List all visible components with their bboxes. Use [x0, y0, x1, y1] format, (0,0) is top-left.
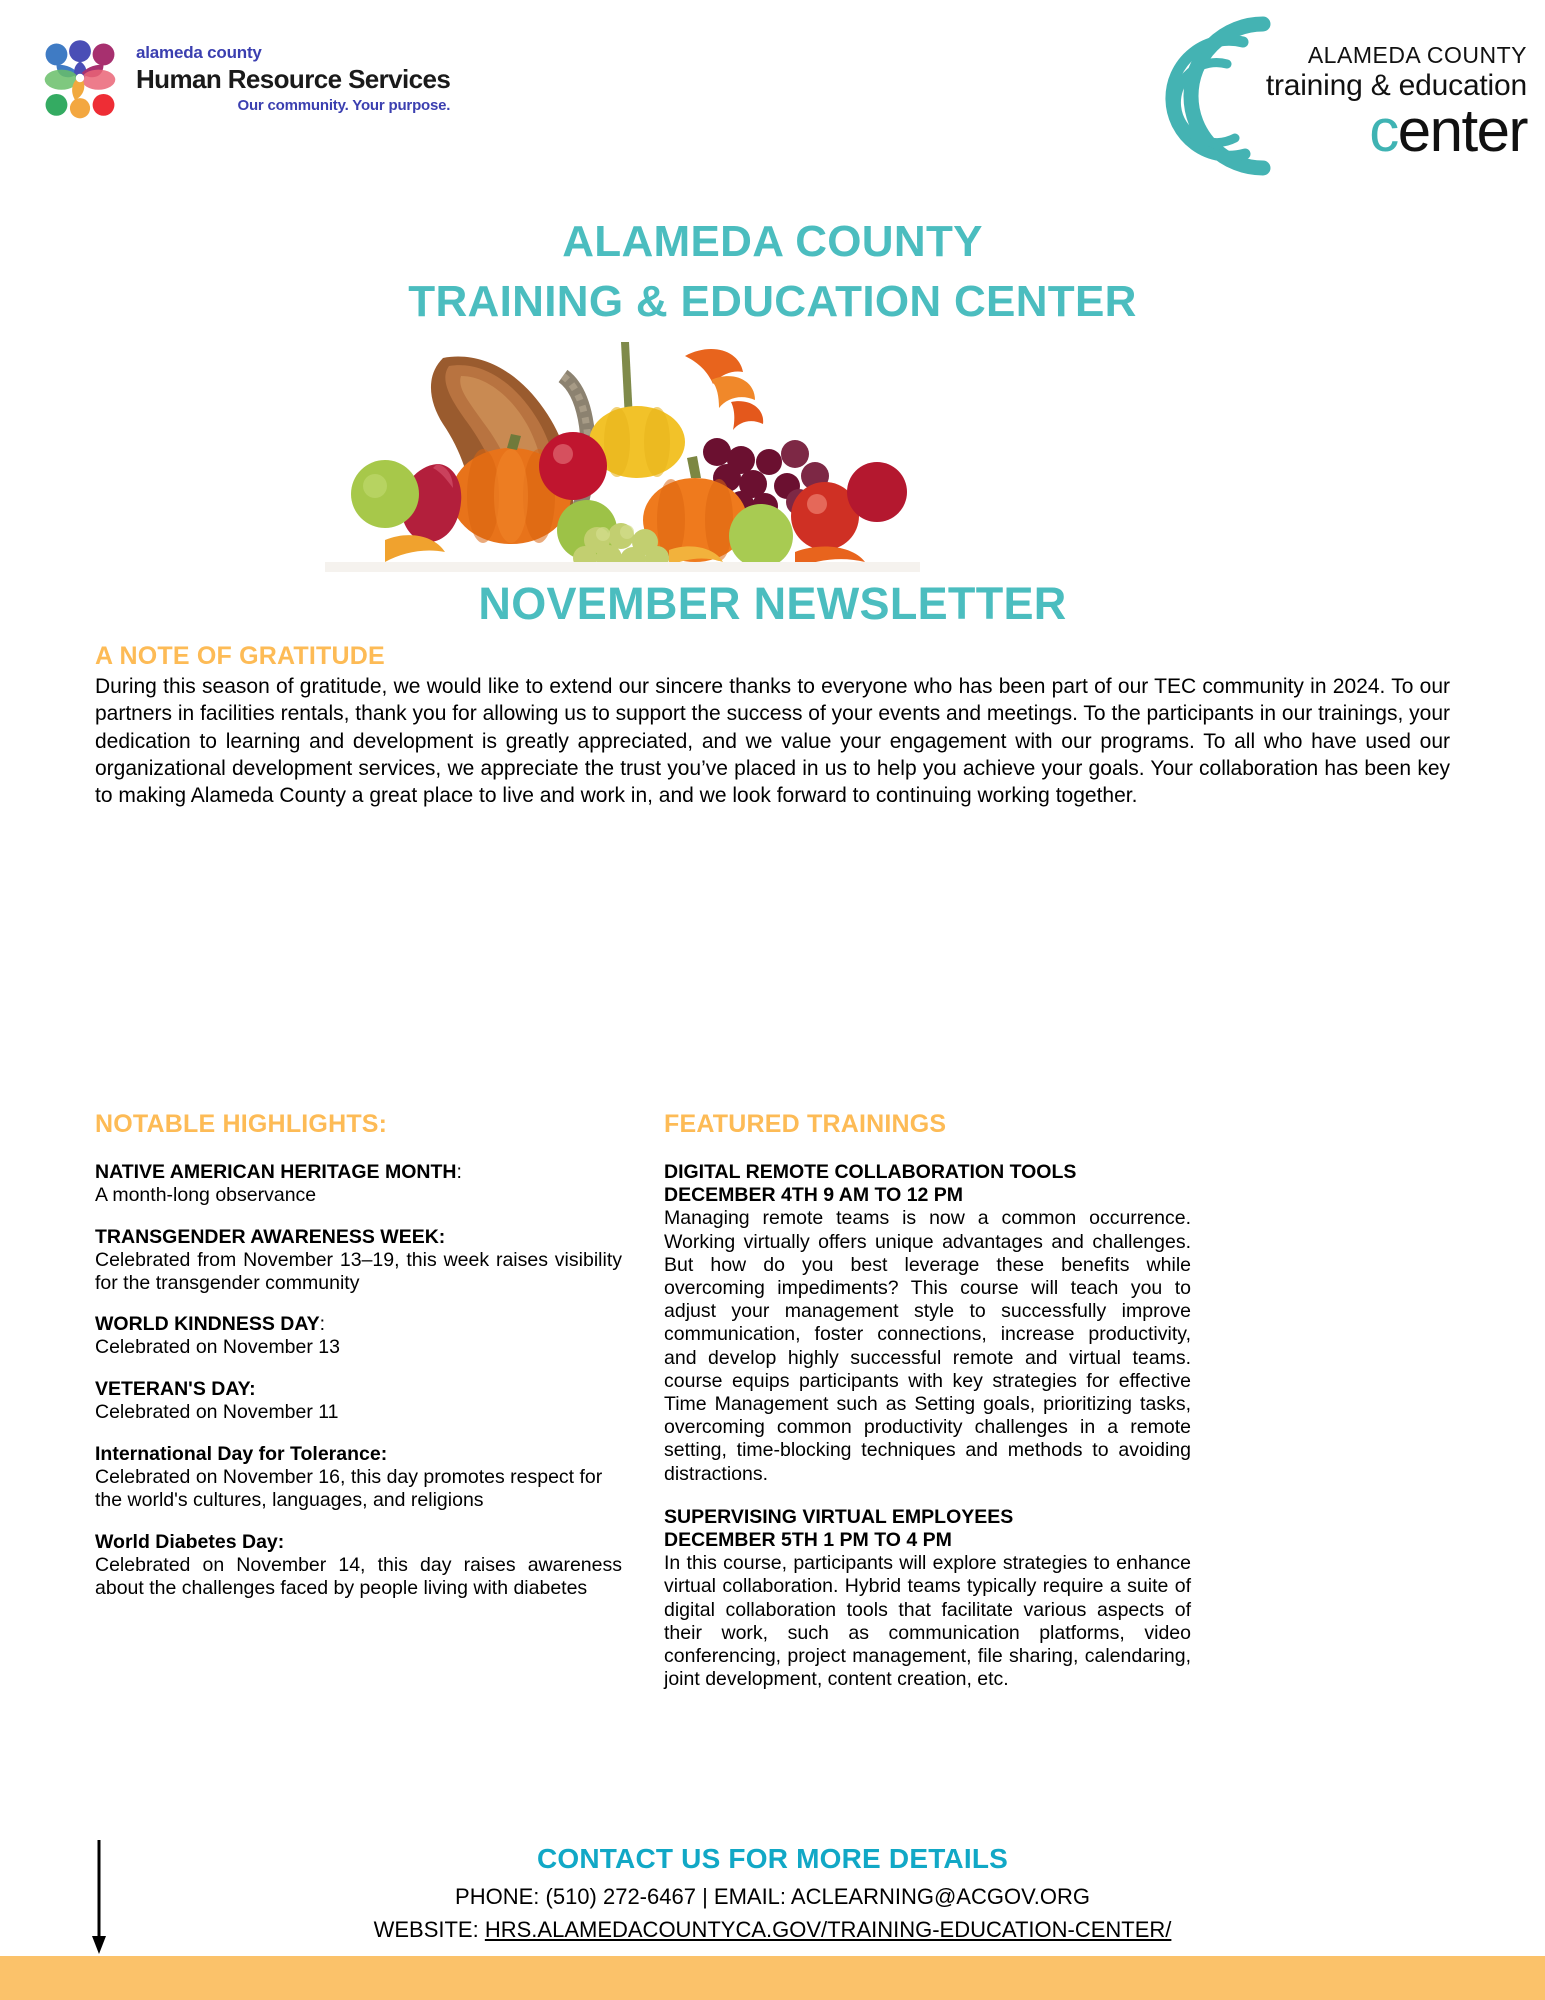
content-columns	[95, 1110, 1455, 1711]
notable-highlights-heading: NOTABLE HIGHLIGHTS:	[95, 1110, 388, 1138]
featured-trainings-heading: FEATURED TRAININGS	[664, 1110, 947, 1138]
tec-logo-enter: enter	[1397, 97, 1527, 164]
highlight-title-text: VETERAN'S DAY:	[95, 1378, 256, 1401]
tec-logo-wordmark	[1265, 42, 1527, 164]
highlight-item-body: Celebrated on November 13	[95, 1336, 340, 1359]
training-name: SUPERVISING VIRTUAL EMPLOYEES	[664, 1505, 1014, 1528]
highlight-item	[95, 1531, 622, 1600]
training-datetime: DECEMBER 4TH 9 AM TO 12 PM	[664, 1184, 964, 1207]
training-description: Managing remote teams is now a common occurrence. Working virtually offers unique advantages and challenges. But how do you best leverage these benefits while overcoming impediments? This course will teach you to adjust your management style to successfully improve communication, foster connections, increase productivity, and develop highly successful remote and virtual teams. course equips participants with key strategies for effective Time Management such as Setting goals, prioritizing tasks, overcoming common productivity challenges in a remote setting, time-blocking techniques and methods to avoiding distractions.	[664, 1207, 1191, 1485]
highlight-title-colon: :	[456, 1161, 462, 1183]
featured-trainings-column	[664, 1110, 1191, 1711]
contact-website	[0, 1917, 1545, 1943]
newsletter-title: NOVEMBER NEWSLETTER	[478, 578, 1067, 629]
tec-logo-c: c	[1369, 97, 1398, 164]
hrs-logo-wordmark	[136, 44, 450, 113]
hrs-people-logo-icon	[38, 36, 122, 120]
highlight-item-title	[95, 1378, 622, 1401]
cornucopia-image	[325, 336, 920, 572]
tec-logo-line1: ALAMEDA COUNTY	[1307, 42, 1527, 68]
tec-logo	[1095, 8, 1535, 180]
highlight-item-title	[95, 1161, 622, 1184]
notable-highlights-column	[95, 1110, 622, 1711]
training-name: DIGITAL REMOTE COLLABORATION TOOLS	[664, 1161, 1077, 1183]
page-header	[0, 0, 1545, 190]
highlight-title-colon: :	[319, 1313, 326, 1336]
training-item	[664, 1506, 1191, 1692]
highlight-item	[95, 1161, 622, 1207]
gratitude-section	[95, 642, 1450, 809]
highlight-item-title	[95, 1313, 622, 1336]
highlight-title-text: TRANSGENDER AWARENESS WEEK:	[95, 1225, 446, 1248]
highlight-title-text: International Day for Tolerance:	[95, 1443, 388, 1466]
hrs-logo	[38, 36, 450, 120]
highlight-item-title	[95, 1531, 622, 1554]
gratitude-heading: A NOTE OF GRATITUDE	[95, 642, 385, 670]
tec-logo-line3	[1266, 97, 1527, 164]
training-datetime: DECEMBER 5TH 1 PM TO 4 PM	[664, 1529, 952, 1552]
hrs-logo-tagline: Our community. Your purpose.	[237, 96, 451, 114]
highlight-item-title	[95, 1443, 622, 1466]
tec-logo-line2: training & education	[1265, 69, 1527, 102]
highlight-item-body: Celebrated from November 13–19, this week raises visibility for the transgender community	[95, 1248, 622, 1294]
highlight-item	[95, 1226, 622, 1295]
highlight-item	[95, 1313, 622, 1359]
highlight-item	[95, 1443, 622, 1512]
contact-phone-email: PHONE: (510) 272-6467 | EMAIL: ACLEARNING@ACGOV.ORG	[455, 1884, 1090, 1909]
highlight-item-body: A month-long observance	[95, 1184, 317, 1206]
highlight-title-text: WORLD KINDNESS DAY	[95, 1313, 320, 1336]
training-item	[664, 1161, 1191, 1486]
highlight-item-body: Celebrated on November 11	[95, 1401, 339, 1424]
page-title-line2: TRAINING & EDUCATION CENTER	[408, 277, 1137, 327]
gratitude-body: During this season of gratitude, we would like to extend our sincere thanks to everyone who has been part of our TEC community in 2024. To our partners in facilities rentals, thank you for allowing us to support the success of your events and meetings. To the participants in our trainings, your dedication to learning and development is greatly appreciated, and we value your engagement with our programs. To all who have used our organizational development services, we appreciate the trust you’ve placed in us to help you achieve your goals. Your collaboration has been key to making Alameda County a great place to live and work in, and we look forward to continuing working together.	[95, 675, 1450, 808]
page-title	[0, 212, 1545, 333]
contact-website-label: WEBSITE:	[373, 1917, 485, 1942]
page-title-line1: ALAMEDA COUNTY	[562, 217, 983, 266]
highlight-item	[95, 1378, 622, 1424]
highlight-item-title	[95, 1226, 622, 1249]
highlight-item-body: Celebrated on November 14, this day raises awareness about the challenges faced by people living with diabetes	[95, 1553, 622, 1599]
contact-website-url[interactable]: HRS.ALAMEDACOUNTYCA.GOV/TRAINING-EDUCATION-CENTER/	[484, 1917, 1172, 1942]
highlight-title-text: NATIVE AMERICAN HERITAGE MONTH	[95, 1161, 457, 1183]
training-description: In this course, participants will explore strategies to enhance virtual collaboration. Hybrid teams typically require a suite of digital collaboration tools that facilitate various aspects of their work, such as communication platforms, video conferencing, project management, file sharing, calendaring, joint development, content creation, etc.	[664, 1552, 1191, 1691]
contact-heading: CONTACT US FOR MORE DETAILS	[536, 1843, 1008, 1874]
hrs-logo-line1: alameda county	[136, 42, 262, 62]
bottom-accent-bar	[0, 1956, 1545, 2000]
highlight-title-text: World Diabetes Day:	[95, 1530, 285, 1553]
highlight-item-body: Celebrated on November 16, this day promotes respect for the world's cultures, languages, and religions	[95, 1466, 603, 1511]
hrs-logo-line2: Human Resource Services	[136, 63, 451, 94]
